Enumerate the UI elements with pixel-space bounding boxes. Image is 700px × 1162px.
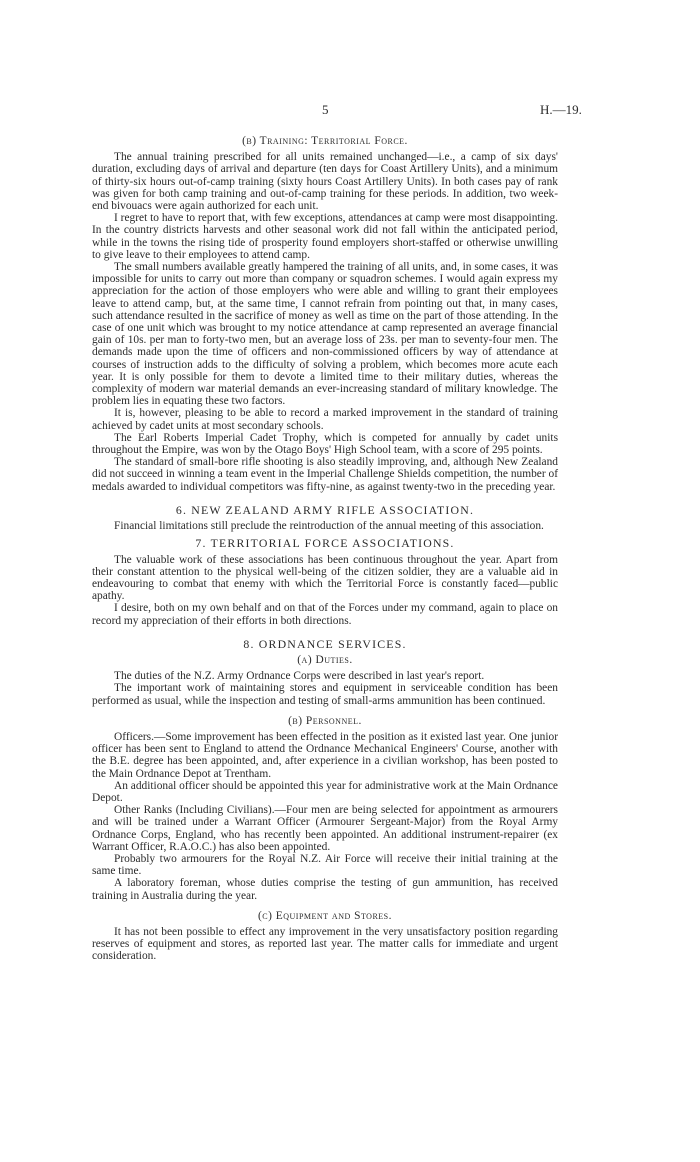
document-body [92,133,558,963]
paragraph: A laboratory foreman, whose duties comprise the testing of gun ammunition, has received training in Australia during the year. [92,877,558,902]
section-heading-rifle-association: 6. NEW ZEALAND ARMY RIFLE ASSOCIATION. [175,502,475,517]
subheading-equipment-and-stores: (c) Equipment and Stores. [258,909,392,922]
section-heading-ordnance-services: 8. ORDNANCE SERVICES. [243,636,407,651]
paragraph: The small numbers available greatly hampered the training of all units, and, in some cases, it was impossible for units to carry out more than company or squadron schemes. I would again express my appreciation for the action of those employers who were able and willing to grant their employees leave to attend camp, but, at the same time, I cannot refrain from pointing out that, in many cases, such attendance resulted in the sacrifice of money as well as time on the part of those attending. In the case of one unit which was brought to my notice attendance at camp represented an average financial gain of 10s. per man to forty-two men, but an average loss of 23s. per man to seventy-four men. The demands made upon the time of officers and non-commissioned officers by way of attendance at courses of instruction adds to the difficulty of solving a problem, which becomes more acute each year. It is only possible for them to devote a limited time to their military duties, whereas the complexity of modern war material demands an ever-increasing standard of military knowledge. The problem lies in equating these two factors. [92,261,558,408]
subheading-training-territorial-force: (b) Training: Territorial Force. [242,135,408,147]
paragraph: I regret to have to report that, with few exceptions, attendances at camp were most disappointing. In the country districts harvests and other seasonal work did not fall within the anticipated period, while in the towns the rising tide of prosperity found employers short-staffed or otherwise unwilling to give leave to their employees to attend camp. [92,212,558,261]
subheading-duties: (a) Duties. [297,653,353,666]
paragraph: The duties of the N.Z. Army Ordnance Corps were described in last year's report. [114,670,485,683]
paragraph: It has not been possible to effect any improvement in the very unsatisfactory position regarding reserves of equipment and stores, as reported last year. The matter calls for immediate and urgent consideration. [92,925,558,963]
paragraph: The annual training prescribed for all units remained unchanged—i.e., a camp of six days' duration, excluding days of arrival and departure (ten days for Coast Artillery Units), and a minimum of thirty-six hours out-of-camp training (sixty hours Coast Artillery Units). In both cases pay of rank was given for both camp training and out-of-camp training for these periods. In addition, two week-end bivouacs were again authorized for each unit. [92,151,558,213]
paragraph: The important work of maintaining stores and equipment in serviceable condition has been performed as usual, while the inspection and testing of small-arms ammunition has been continued. [92,682,558,707]
page-number: 5 [322,102,329,117]
paragraph: It is, however, pleasing to be able to record a marked improvement in the standard of training achieved by cadet units at most secondary schools. [92,407,558,432]
page-header [0,104,700,120]
paragraph: Officers.—Some improvement has been effected in the position as it existed last year. One junior officer has been sent to England to attend the Ordnance Mechanical Engineers' Course, another with the B.E. degree has been appointed, and, after experience in a civilian workshop, has been posted to the Main Ordnance Depot at Trentham. [92,730,558,780]
subheading-personnel: (b) Personnel. [288,714,362,727]
paragraph: I desire, both on my own behalf and on that of the Forces under my command, again to place on record my appreciation of their efforts in both directions. [92,602,558,627]
paragraph: The standard of small-bore rifle shooting is also steadily improving, and, although New Zealand did not succeed in winning a team event in the Imperial Challenge Shields competition, the number of medals awarded to individual competitors was fifty-nine, as against twenty-two in the preceding year. [92,456,558,493]
paragraph: The valuable work of these associations has been continuous throughout the year. Apart from their constant attention to the physical well-being of the citizen soldier, they are a valuable aid in endeavouring to combat that enemy with which the Territorial Force is constantly faced—public apathy. [92,553,558,603]
paragraph: Other Ranks (Including Civilians).—Four men are being selected for appointment as armourers and will be trained under a Warrant Officer (Armourer Sergeant-Major) from the Royal Army Ordnance Corps, England, who has recently been appointed. An additional instrument-repairer (ex Warrant Officer, R.A.O.C.) has also been appointed. [92,804,558,853]
paragraph: The Earl Roberts Imperial Cadet Trophy, which is competed for annually by cadet units throughout the Empire, was won by the Otago Boys' High School team, with a score of 295 points. [92,431,558,457]
section-heading-territorial-force-associations: 7. TERRITORIAL FORCE ASSOCIATIONS. [195,536,455,551]
document-code: H.—19. [540,102,582,117]
paragraph: Financial limitations still preclude the reintroduction of the annual meeting of this association. [114,520,544,533]
paragraph: Probably two armourers for the Royal N.Z. Air Force will receive their initial training at the same time. [92,852,558,878]
paragraph: An additional officer should be appointed this year for administrative work at the Main Ordnance Depot. [92,779,558,804]
